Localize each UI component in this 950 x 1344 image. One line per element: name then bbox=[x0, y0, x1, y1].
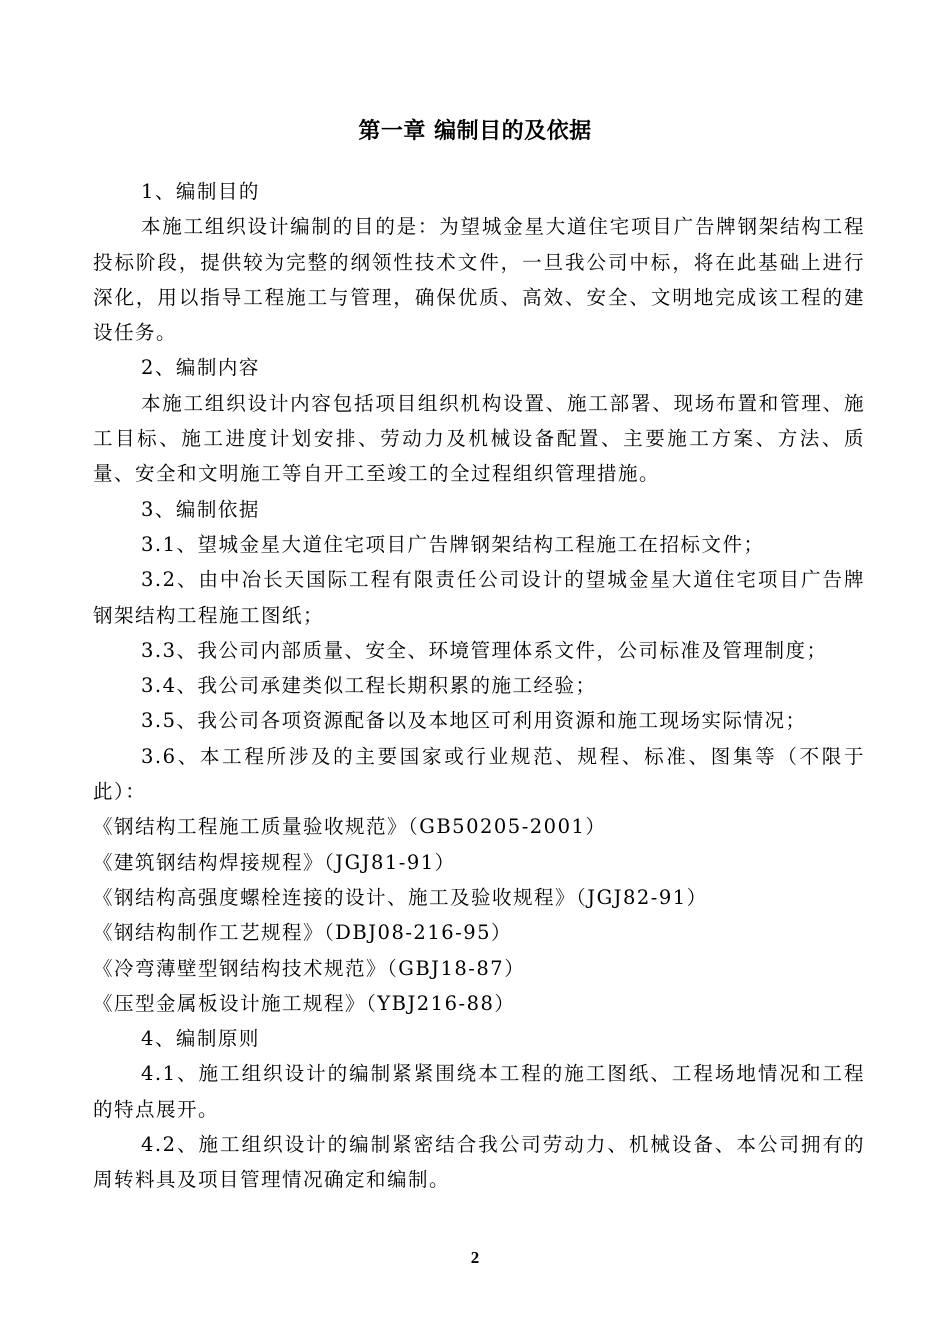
basis-item: 3.5、我公司各项资源配备以及本地区可利用资源和施工现场实际情况； bbox=[141, 709, 807, 733]
section-heading-content: 2、编制内容 bbox=[141, 356, 260, 380]
basis-item: 3.1、望城金星大道住宅项目广告牌钢架结构工程施工在招标文件； bbox=[141, 532, 765, 556]
basis-item: 3.3、我公司内部质量、安全、环境管理体系文件，公司标准及管理制度； bbox=[141, 638, 828, 662]
standard-reference: 《建筑钢结构焊接规程》（JGJ81-91） bbox=[93, 850, 456, 874]
basis-item: 3.6、本工程所涉及的主要国家或行业规范、规程、标准、图集等（不限于此）： bbox=[93, 744, 865, 804]
paragraph-content: 本施工组织设计内容包括项目组织机构设置、施工部署、现场布置和管理、施工目标、施工进度计划安排、劳动力及机械设备配置、主要施工方案、方法、质量、安全和文明施工等自开工至竣工的全过程组织管理措施。 bbox=[93, 391, 865, 486]
principle-item: 4.2、施工组织设计的编制紧密结合我公司劳动力、机械设备、本公司拥有的周转料具及项目管理情况确定和编制。 bbox=[93, 1133, 865, 1192]
standard-reference: 《钢结构工程施工质量验收规范》（GB50205-2001） bbox=[93, 815, 607, 839]
section-heading-purpose: 1、编制目的 bbox=[141, 180, 260, 203]
basis-item: 3.4、我公司承建类似工程长期积累的施工经验； bbox=[141, 674, 597, 698]
paragraph-purpose: 本施工组织设计编制的目的是：为望城金星大道住宅项目广告牌钢架结构工程投标阶段，提供较为完整的纲领性技术文件，一旦我公司中标，将在此基础上进行深化，用以指导工程施工与管理，确保优质、高效、安全、文明地完成该工程的建设任务。 bbox=[93, 215, 865, 345]
standard-reference: 《钢结构制作工艺规程》（DBJ08-216-95） bbox=[93, 921, 513, 945]
principle-item: 4.1、施工组织设计的编制紧紧围绕本工程的施工图纸、工程场地情况和工程的特点展开。 bbox=[93, 1062, 865, 1121]
standard-reference: 《钢结构高强度螺栓连接的设计、施工及验收规程》（JGJ82-91） bbox=[93, 885, 708, 909]
standard-reference: 《压型金属板设计施工规程》（YBJ216-88） bbox=[93, 991, 516, 1015]
page-number: 2 bbox=[470, 1248, 480, 1267]
page-title: 第一章 编制目的及依据 bbox=[358, 119, 592, 144]
section-heading-basis: 3、编制依据 bbox=[141, 497, 260, 521]
section-heading-principles: 4、编制原则 bbox=[141, 1027, 260, 1051]
document-body bbox=[93, 174, 865, 1198]
standard-reference: 《冷弯薄壁型钢结构技术规范》（GBJ18-87） bbox=[93, 956, 526, 980]
basis-item: 3.2、由中冶长天国际工程有限责任公司设计的望城金星大道住宅项目广告牌钢架结构工程施工图纸； bbox=[93, 568, 865, 627]
